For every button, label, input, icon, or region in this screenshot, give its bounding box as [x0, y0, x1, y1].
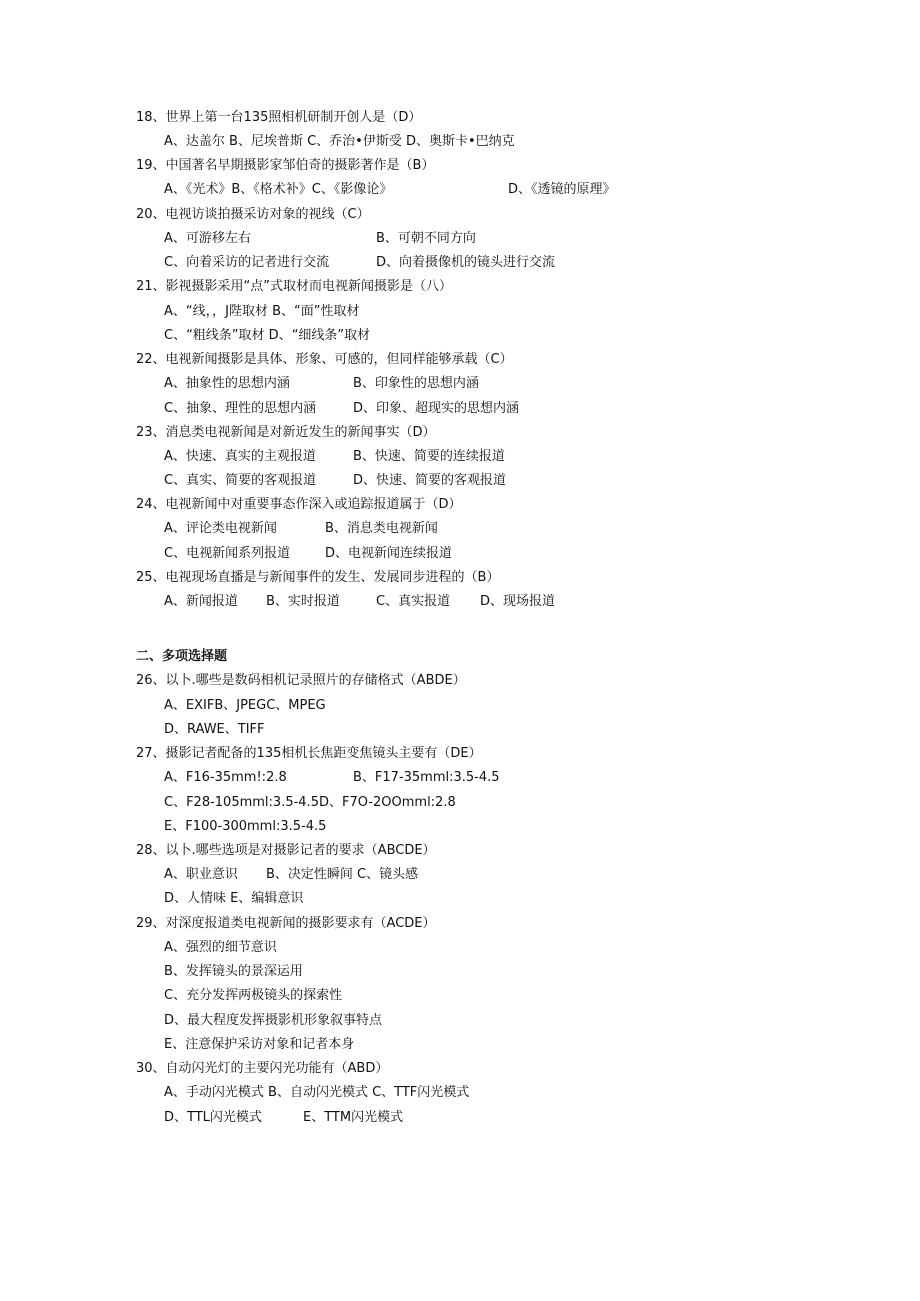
question-30-options-abc: A、手动闪光模式 B、自动闪光模式 C、TTF闪光模式	[164, 1085, 470, 1100]
question-21: 21、影视摄影采用“点”式取材而电视新闻摄影是（八）	[136, 279, 453, 294]
question-24-option-b: B、消息类电视新闻	[325, 521, 438, 536]
question-29-option-e: E、注意保护采访对象和记者本身	[164, 1037, 355, 1052]
question-22-option-b: B、印象性的思想内涵	[353, 376, 479, 391]
question-28: 28、以卜.哪些选项是对摄影记者的要求（ABCDE）	[136, 843, 436, 858]
question-18: 18、世界上第一台135照相机研制开创人是（D）	[136, 110, 422, 125]
question-23-option-c: C、真实、简要的客观报道	[164, 473, 317, 488]
question-29: 29、对深度报道类电视新闻的摄影要求有（ACDE）	[136, 916, 436, 931]
question-27-option-a: A、F16-35mm!:2.8	[164, 770, 287, 785]
question-30: 30、自动闪光灯的主要闪光功能有（ABD）	[136, 1061, 389, 1076]
question-29-option-d: D、最大程度发挥摄影机形象叙事特点	[164, 1013, 383, 1028]
question-23-option-d: D、快速、简要的客观报道	[353, 473, 507, 488]
question-27-option-b: B、F17-35mml:3.5-4.5	[353, 770, 500, 785]
question-21-options-cd: C、“粗线条”取材 D、“细线条”取材	[164, 328, 371, 343]
question-23: 23、消息类电视新闻是对新近发生的新闻事实（D）	[136, 425, 436, 440]
question-26-options-de: D、RAWE、TIFF	[164, 722, 265, 737]
question-18-options: A、达盖尔 B、尼埃普斯 C、乔治•伊斯受 D、奥斯卡•巴纳克	[164, 134, 515, 149]
question-28-option-a: A、职业意识	[164, 867, 238, 882]
question-27-option-e: E、F100-300mml:3.5-4.5	[164, 819, 327, 834]
question-26: 26、以卜.哪些是数码相机记录照片的存储格式（ABDE）	[136, 673, 466, 688]
question-27-options-cd: C、F28-105mml:3.5-4.5D、F7O-2OOmml:2.8	[164, 795, 456, 810]
question-29-option-b: B、发挥镜头的景深运用	[164, 964, 303, 979]
question-29-option-a: A、强烈的细节意识	[164, 940, 277, 955]
question-19-options-abc: A、《光术》B、《格术补》C、《影像论》	[164, 182, 393, 197]
question-19: 19、中国著名早期摄影家邹伯奇的摄影著作是（B）	[136, 158, 435, 173]
question-24-option-c: C、电视新闻系列报道	[164, 546, 291, 561]
question-21-options-ab: A、“线，，J陛取材 B、“面”性取材	[164, 304, 360, 319]
question-28-options-de: D、人情味 E、编辑意识	[164, 891, 304, 906]
question-25: 25、电视现场直播是与新闻事件的发生、发展同步进程的（B）	[136, 570, 500, 585]
question-30-option-e: E、TTM闪光模式	[303, 1110, 404, 1125]
question-20-option-b: B、可朝不同方向	[376, 231, 476, 246]
question-24: 24、电视新闻中对重要事态作深入或追踪报道属于（D）	[136, 497, 462, 512]
question-20-option-d: D、向着摄像机的镜头进行交流	[376, 255, 556, 270]
question-25-option-c: C、真实报道	[376, 594, 451, 609]
question-24-option-a: A、评论类电视新闻	[164, 521, 277, 536]
question-20-option-c: C、向着采访的记者进行交流	[164, 255, 330, 270]
question-24-option-d: D、电视新闻连续报道	[325, 546, 453, 561]
question-20-option-a: A、可游移左右	[164, 231, 251, 246]
question-22-option-d: D、印象、超现实的思想内涵	[353, 401, 520, 416]
question-30-option-d: D、TTL闪光模式	[164, 1110, 262, 1125]
question-25-option-b: B、实时报道	[266, 594, 340, 609]
question-19-option-d: D、《透镜的原理》	[508, 182, 616, 197]
question-26-options-abc: A、EXIFB、JPEGC、MPEG	[164, 698, 326, 713]
question-23-option-b: B、快速、简要的连续报道	[353, 449, 505, 464]
question-28-options-bc: B、决定性瞬间 C、镜头感	[266, 867, 419, 882]
question-25-option-a: A、新闻报道	[164, 594, 238, 609]
question-22: 22、电视新闻摄影是具体、形象、可感的，但同样能够承载（C）	[136, 352, 513, 367]
question-22-option-c: C、抽象、理性的思想内涵	[164, 401, 317, 416]
question-25-option-d: D、现场报道	[480, 594, 556, 609]
question-29-option-c: C、充分发挥两极镜头的探索性	[164, 988, 343, 1003]
question-20: 20、电视访谈拍摄采访对象的视线（C）	[136, 207, 370, 222]
question-22-option-a: A、抽象性的思想内涵	[164, 376, 290, 391]
question-27: 27、摄影记者配备的135相机长焦距变焦镜头主要有（DE）	[136, 746, 482, 761]
section-heading-multiple-choice: 二、多项选择题	[136, 649, 228, 664]
question-23-option-a: A、快速、真实的主观报道	[164, 449, 316, 464]
